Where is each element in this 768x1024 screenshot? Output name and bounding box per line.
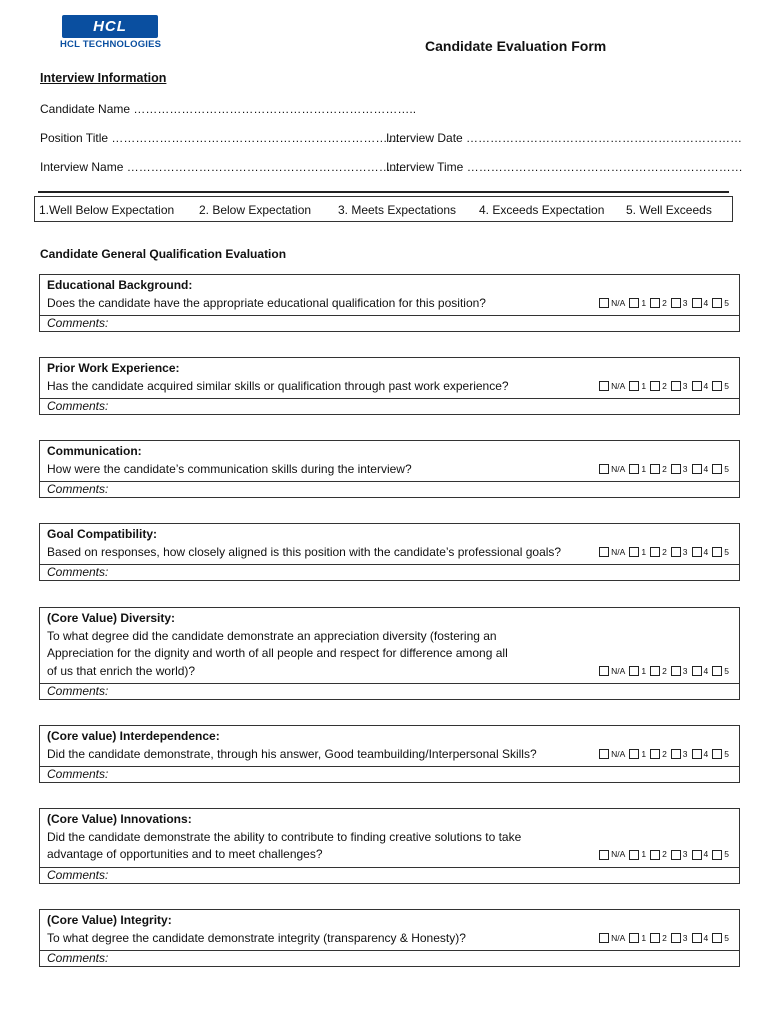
rating-checkbox[interactable] [599, 547, 609, 557]
comments-field[interactable]: Comments: [40, 867, 739, 883]
rating-option-label: 3 [682, 932, 688, 943]
question-title: (Core Value) Integrity: [47, 913, 172, 927]
question-body [40, 809, 739, 867]
rating-checkbox[interactable] [692, 547, 702, 557]
rating-option-label: 4 [703, 849, 709, 859]
rating-option-label: 5 [724, 297, 729, 308]
rating-option-label: 2 [662, 546, 667, 557]
rating-checkbox[interactable] [692, 464, 702, 474]
question-body [40, 524, 739, 564]
rating-checkbox[interactable] [712, 749, 722, 759]
rating-option-label: N/A [611, 546, 626, 557]
rating-option-label: 4 [703, 546, 709, 557]
scale-item: 1.Well Below Expectation [39, 203, 175, 217]
rating-checkboxes [599, 295, 729, 313]
rating-checkbox[interactable] [629, 381, 639, 391]
question-card [39, 357, 740, 415]
comments-field[interactable]: Comments: [40, 950, 739, 966]
question-body [40, 275, 739, 315]
rating-checkbox[interactable] [650, 547, 660, 557]
question-text: Does the candidate have the appropriate educational qualification for this position? [47, 295, 486, 310]
rating-option-label: N/A [611, 463, 626, 474]
rating-checkbox[interactable] [692, 666, 702, 676]
rating-checkbox[interactable] [671, 933, 681, 943]
rating-option-label: 3 [682, 297, 688, 308]
rating-option-label: 2 [662, 932, 667, 943]
rating-checkbox[interactable] [712, 850, 722, 860]
rating-checkbox[interactable] [629, 666, 639, 676]
rating-option-label: 1 [641, 932, 647, 943]
question-text: Has the candidate acquired similar skills or qualification through past work experience? [47, 378, 509, 393]
rating-option-label: 3 [682, 665, 688, 676]
divider [38, 191, 729, 193]
rating-checkboxes [599, 663, 729, 681]
rating-option-label: 4 [703, 380, 709, 391]
rating-option-label: N/A [611, 849, 626, 859]
question-text: Did the candidate demonstrate the ability to contribute to finding creative solutions to take advantage of opportunities and to meet challenges? [47, 829, 522, 861]
rating-checkbox[interactable] [599, 749, 609, 759]
rating-option-label: 5 [724, 849, 729, 859]
rating-option-label: 3 [682, 380, 688, 391]
rating-option-label: 5 [724, 748, 729, 759]
rating-checkboxes [599, 746, 729, 764]
rating-option-label: N/A [611, 297, 626, 308]
question-text: Did the candidate demonstrate, through his answer, Good teambuilding/Interpersonal Skills? [47, 746, 537, 761]
question-card [39, 440, 740, 498]
rating-option-label: 5 [724, 665, 729, 676]
logo-text: HCL [93, 18, 127, 35]
question-text: How were the candidate’s communication skills during the interview? [47, 461, 412, 476]
question-title: (Core Value) Innovations: [47, 812, 192, 826]
rating-checkbox[interactable] [712, 547, 722, 557]
question-body [40, 608, 739, 683]
candidate-name-field[interactable]: Candidate Name …………………………………………………………….. [40, 102, 417, 116]
question-body [40, 910, 739, 950]
rating-checkbox[interactable] [712, 464, 722, 474]
scale-item: 2. Below Expectation [199, 203, 312, 217]
rating-checkbox[interactable] [629, 464, 639, 474]
rating-checkboxes [599, 846, 729, 864]
question-body [40, 726, 739, 766]
rating-option-label: 3 [682, 748, 688, 759]
scale-item: 4. Exceeds Expectation [479, 203, 605, 217]
rating-checkbox[interactable] [650, 381, 660, 391]
rating-checkbox[interactable] [692, 933, 702, 943]
interview-name-field[interactable]: Interview Name ……………………………………………………………. [40, 160, 407, 174]
rating-checkbox[interactable] [712, 298, 722, 308]
rating-checkboxes [599, 461, 729, 479]
comments-field[interactable]: Comments: [40, 315, 739, 331]
rating-checkbox[interactable] [629, 933, 639, 943]
rating-option-label: 5 [724, 463, 729, 474]
rating-option-label: 1 [641, 380, 647, 391]
comments-field[interactable]: Comments: [40, 564, 739, 580]
comments-field[interactable]: Comments: [40, 481, 739, 497]
rating-option-label: 5 [724, 380, 729, 391]
question-title: Educational Background: [47, 278, 193, 292]
rating-checkbox[interactable] [712, 933, 722, 943]
comments-field[interactable]: Comments: [40, 766, 739, 782]
rating-checkbox[interactable] [712, 666, 722, 676]
interview-info-heading: Interview Information [40, 71, 167, 85]
rating-option-label: 2 [662, 380, 667, 391]
rating-checkbox[interactable] [650, 933, 660, 943]
rating-option-label: 4 [703, 748, 709, 759]
question-title: (Core Value) Diversity: [47, 611, 176, 625]
section-title: Candidate General Qualification Evaluation [40, 247, 287, 261]
rating-checkbox[interactable] [692, 381, 702, 391]
question-card [39, 523, 740, 581]
logo-caption: HCL TECHNOLOGIES [60, 39, 162, 50]
question-card [39, 808, 740, 884]
question-body [40, 441, 739, 481]
question-card [39, 607, 740, 700]
rating-option-label: 2 [662, 849, 667, 859]
rating-checkboxes [599, 544, 729, 562]
rating-checkbox[interactable] [629, 850, 639, 860]
rating-checkbox[interactable] [650, 749, 660, 759]
rating-checkboxes [599, 930, 729, 948]
question-card [39, 909, 740, 967]
rating-option-label: 4 [703, 297, 709, 308]
rating-option-label: 1 [641, 297, 647, 308]
question-card [39, 725, 740, 783]
rating-option-label: N/A [611, 748, 626, 759]
rating-checkbox[interactable] [599, 464, 609, 474]
question-title: Prior Work Experience: [47, 361, 180, 375]
rating-option-label: 5 [724, 932, 729, 943]
rating-checkbox[interactable] [650, 464, 660, 474]
rating-option-label: 1 [641, 849, 647, 859]
rating-checkbox[interactable] [650, 666, 660, 676]
question-text: To what degree the candidate demonstrate integrity (transparency & Honesty)? [47, 930, 466, 945]
rating-option-label: N/A [611, 932, 626, 943]
rating-option-label: 5 [724, 546, 729, 557]
rating-checkbox[interactable] [629, 298, 639, 308]
rating-checkbox[interactable] [692, 749, 702, 759]
question-title: Communication: [47, 444, 142, 458]
scale-item: 5. Well Exceeds [626, 203, 712, 217]
rating-option-label: 1 [641, 546, 647, 557]
rating-option-label: N/A [611, 665, 626, 676]
rating-checkbox[interactable] [599, 298, 609, 308]
rating-checkboxes [599, 378, 729, 396]
rating-checkbox[interactable] [650, 850, 660, 860]
rating-checkbox[interactable] [671, 749, 681, 759]
rating-option-label: N/A [611, 380, 626, 391]
rating-option-label: 3 [682, 463, 688, 474]
rating-option-label: 2 [662, 297, 667, 308]
question-body [40, 358, 739, 398]
rating-checkbox[interactable] [692, 298, 702, 308]
rating-option-label: 4 [703, 932, 709, 943]
position-title-field[interactable]: Position Title ……………………………………………………………….. [40, 131, 407, 145]
question-text: To what degree did the candidate demonstrate an appreciation diversity (fostering an Appreciation for the dignity and worth of all people and respect for difference among all of us that enrich the world)? [47, 628, 508, 678]
rating-checkbox[interactable] [671, 298, 681, 308]
rating-checkbox[interactable] [599, 850, 609, 860]
rating-scale-legend [34, 196, 733, 222]
question-title: Goal Compatibility: [47, 527, 158, 541]
rating-checkbox[interactable] [671, 381, 681, 391]
interview-time-field[interactable]: Interview Time …………………………………………………………… [386, 160, 743, 174]
rating-option-label: 1 [641, 748, 647, 759]
question-card [39, 274, 740, 332]
rating-checkbox[interactable] [599, 933, 609, 943]
rating-checkbox[interactable] [629, 749, 639, 759]
rating-option-label: 3 [682, 849, 688, 859]
rating-option-label: 1 [641, 665, 647, 676]
interview-date-field[interactable]: Interview Date …………………………………………………………… [386, 131, 743, 145]
rating-checkbox[interactable] [712, 381, 722, 391]
form-title: Candidate Evaluation Form [425, 38, 607, 54]
rating-checkbox[interactable] [671, 850, 681, 860]
comments-field[interactable]: Comments: [40, 398, 739, 414]
rating-checkbox[interactable] [671, 547, 681, 557]
rating-checkbox[interactable] [671, 464, 681, 474]
rating-option-label: 2 [662, 665, 667, 676]
rating-option-label: 3 [682, 546, 688, 557]
rating-option-label: 4 [703, 665, 709, 676]
rating-checkbox[interactable] [599, 381, 609, 391]
scale-item: 3. Meets Expectations [338, 203, 457, 217]
rating-option-label: 1 [641, 463, 647, 474]
rating-checkbox[interactable] [692, 850, 702, 860]
rating-option-label: 2 [662, 463, 667, 474]
comments-field[interactable]: Comments: [40, 683, 739, 699]
question-title: (Core value) Interdependence: [47, 729, 220, 743]
rating-checkbox[interactable] [650, 298, 660, 308]
rating-checkbox[interactable] [629, 547, 639, 557]
rating-checkbox[interactable] [671, 666, 681, 676]
hcl-logo [62, 15, 158, 38]
question-text: Based on responses, how closely aligned is this position with the candidate’s professional goals? [47, 544, 562, 559]
rating-option-label: 2 [662, 748, 667, 759]
rating-option-label: 4 [703, 463, 709, 474]
rating-checkbox[interactable] [599, 666, 609, 676]
